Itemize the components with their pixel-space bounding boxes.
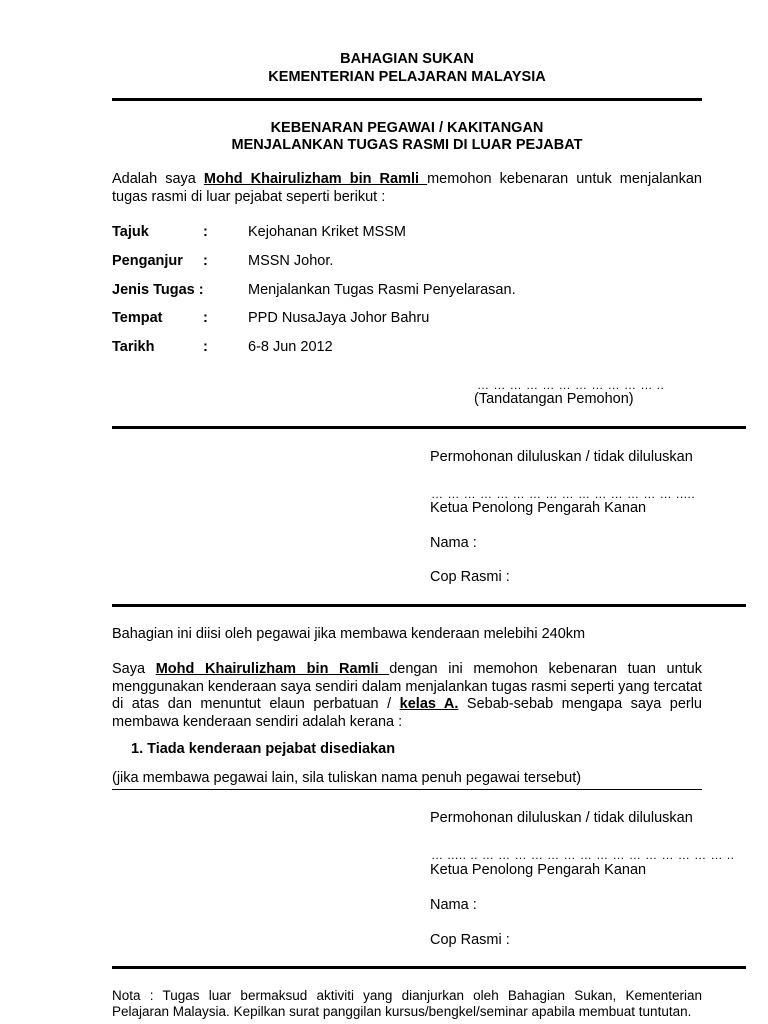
- vehicle-note: Bahagian ini diisi oleh pegawai jika membawa kenderaan melebihi 240km: [112, 626, 586, 642]
- footer-note: Nota : Tugas luar bermaksud aktiviti yang dianjurkan oleh Bahagian Sukan, Kementerian Pelajaran Malaysia. Kepilkan surat panggilan kursus/bengkel/seminar apabila membuat tuntutan.: [112, 988, 702, 1019]
- approval-stamp-field: Cop Rasmi :: [430, 932, 510, 948]
- approval-name-field: Nama :: [430, 897, 477, 913]
- form-title-line2: MENJALANKAN TUGAS RASMI DI LUAR PEJABAT: [231, 137, 583, 153]
- approval-stamp-field: Cop Rasmi :: [430, 569, 510, 585]
- vehicle-class: kelas A.: [399, 696, 459, 712]
- vehicle-reason: 1. Tiada kenderaan pejabat disediakan: [131, 741, 396, 757]
- form-title-line1: KEBENARAN PEGAWAI / KAKITANGAN: [270, 120, 544, 136]
- approval-officer: Ketua Penolong Pengarah Kanan: [430, 862, 647, 878]
- vehicle-body: dengan ini memohon kebenaran tuan untuk menggunakan kenderaan saya sendiri dalam menjalankan tugas rasmi seperti yang tercatat di atas dan menuntut elaun perbatuan /: [112, 661, 703, 712]
- signature-line: … … … … … … … … … … … ..: [477, 378, 665, 392]
- intro-suffix: memohon kebenaran untuk menjalankan tugas rasmi di luar pejabat seperti berikut :: [112, 171, 702, 205]
- detail-colon: :: [203, 310, 208, 326]
- department-title: BAHAGIAN SUKAN: [340, 51, 474, 67]
- detail-value-tempat: PPD NusaJaya Johor Bahru: [248, 310, 430, 326]
- section-divider: [112, 966, 746, 969]
- detail-label-tarikh: Tarikh: [112, 339, 155, 355]
- approval-signature-line: … … … … … … … … … … … … … … … .....: [431, 487, 696, 501]
- detail-value-jenis-tugas: Menjalankan Tugas Rasmi Penyelarasan.: [248, 282, 516, 298]
- approval-status: Permohonan diluluskan / tidak diluluskan: [430, 449, 693, 465]
- approval-name-field: Nama :: [430, 535, 477, 551]
- vehicle-end: Sebab-sebab mengapa saya perlu membawa kenderaan sendiri adalah kerana :: [112, 696, 702, 730]
- intro-prefix: Adalah saya: [112, 171, 204, 187]
- applicant-name: Mohd Khairulizham bin Ramli: [203, 171, 428, 187]
- signature-label: (Tandatangan Pemohon): [474, 391, 634, 407]
- ministry-title: KEMENTERIAN PELAJARAN MALAYSIA: [268, 69, 546, 85]
- intro-paragraph: [112, 171, 702, 206]
- approval-status: Permohonan diluluskan / tidak diluluskan: [430, 810, 693, 826]
- other-officer-note: (jika membawa pegawai lain, sila tuliskan nama penuh pegawai tersebut): [112, 770, 582, 786]
- header-divider: [112, 98, 702, 101]
- vehicle-prefix: Saya: [112, 661, 156, 677]
- detail-label-jenis-tugas: Jenis Tugas :: [112, 282, 204, 298]
- approval-signature-line: … ..... .. … … … … … … … … … … … … … … … ..: [431, 848, 735, 862]
- detail-value-penganjur: MSSN Johor.: [248, 253, 334, 269]
- detail-value-tarikh: 6-8 Jun 2012: [248, 339, 333, 355]
- vehicle-applicant-name: Mohd Khairulizham bin Ramli: [155, 661, 390, 677]
- approval-officer: Ketua Penolong Pengarah Kanan: [430, 500, 647, 516]
- detail-value-tajuk: Kejohanan Kriket MSSM: [248, 224, 406, 240]
- detail-label-tajuk: Tajuk: [112, 224, 149, 240]
- detail-colon: :: [203, 253, 208, 269]
- detail-colon: :: [203, 224, 208, 240]
- detail-label-penganjur: Penganjur: [112, 253, 183, 269]
- note-underline: [112, 789, 702, 790]
- section-divider: [112, 426, 746, 429]
- detail-colon: :: [203, 339, 208, 355]
- section-divider: [112, 604, 746, 607]
- vehicle-paragraph: [112, 661, 702, 731]
- detail-label-tempat: Tempat: [112, 310, 163, 326]
